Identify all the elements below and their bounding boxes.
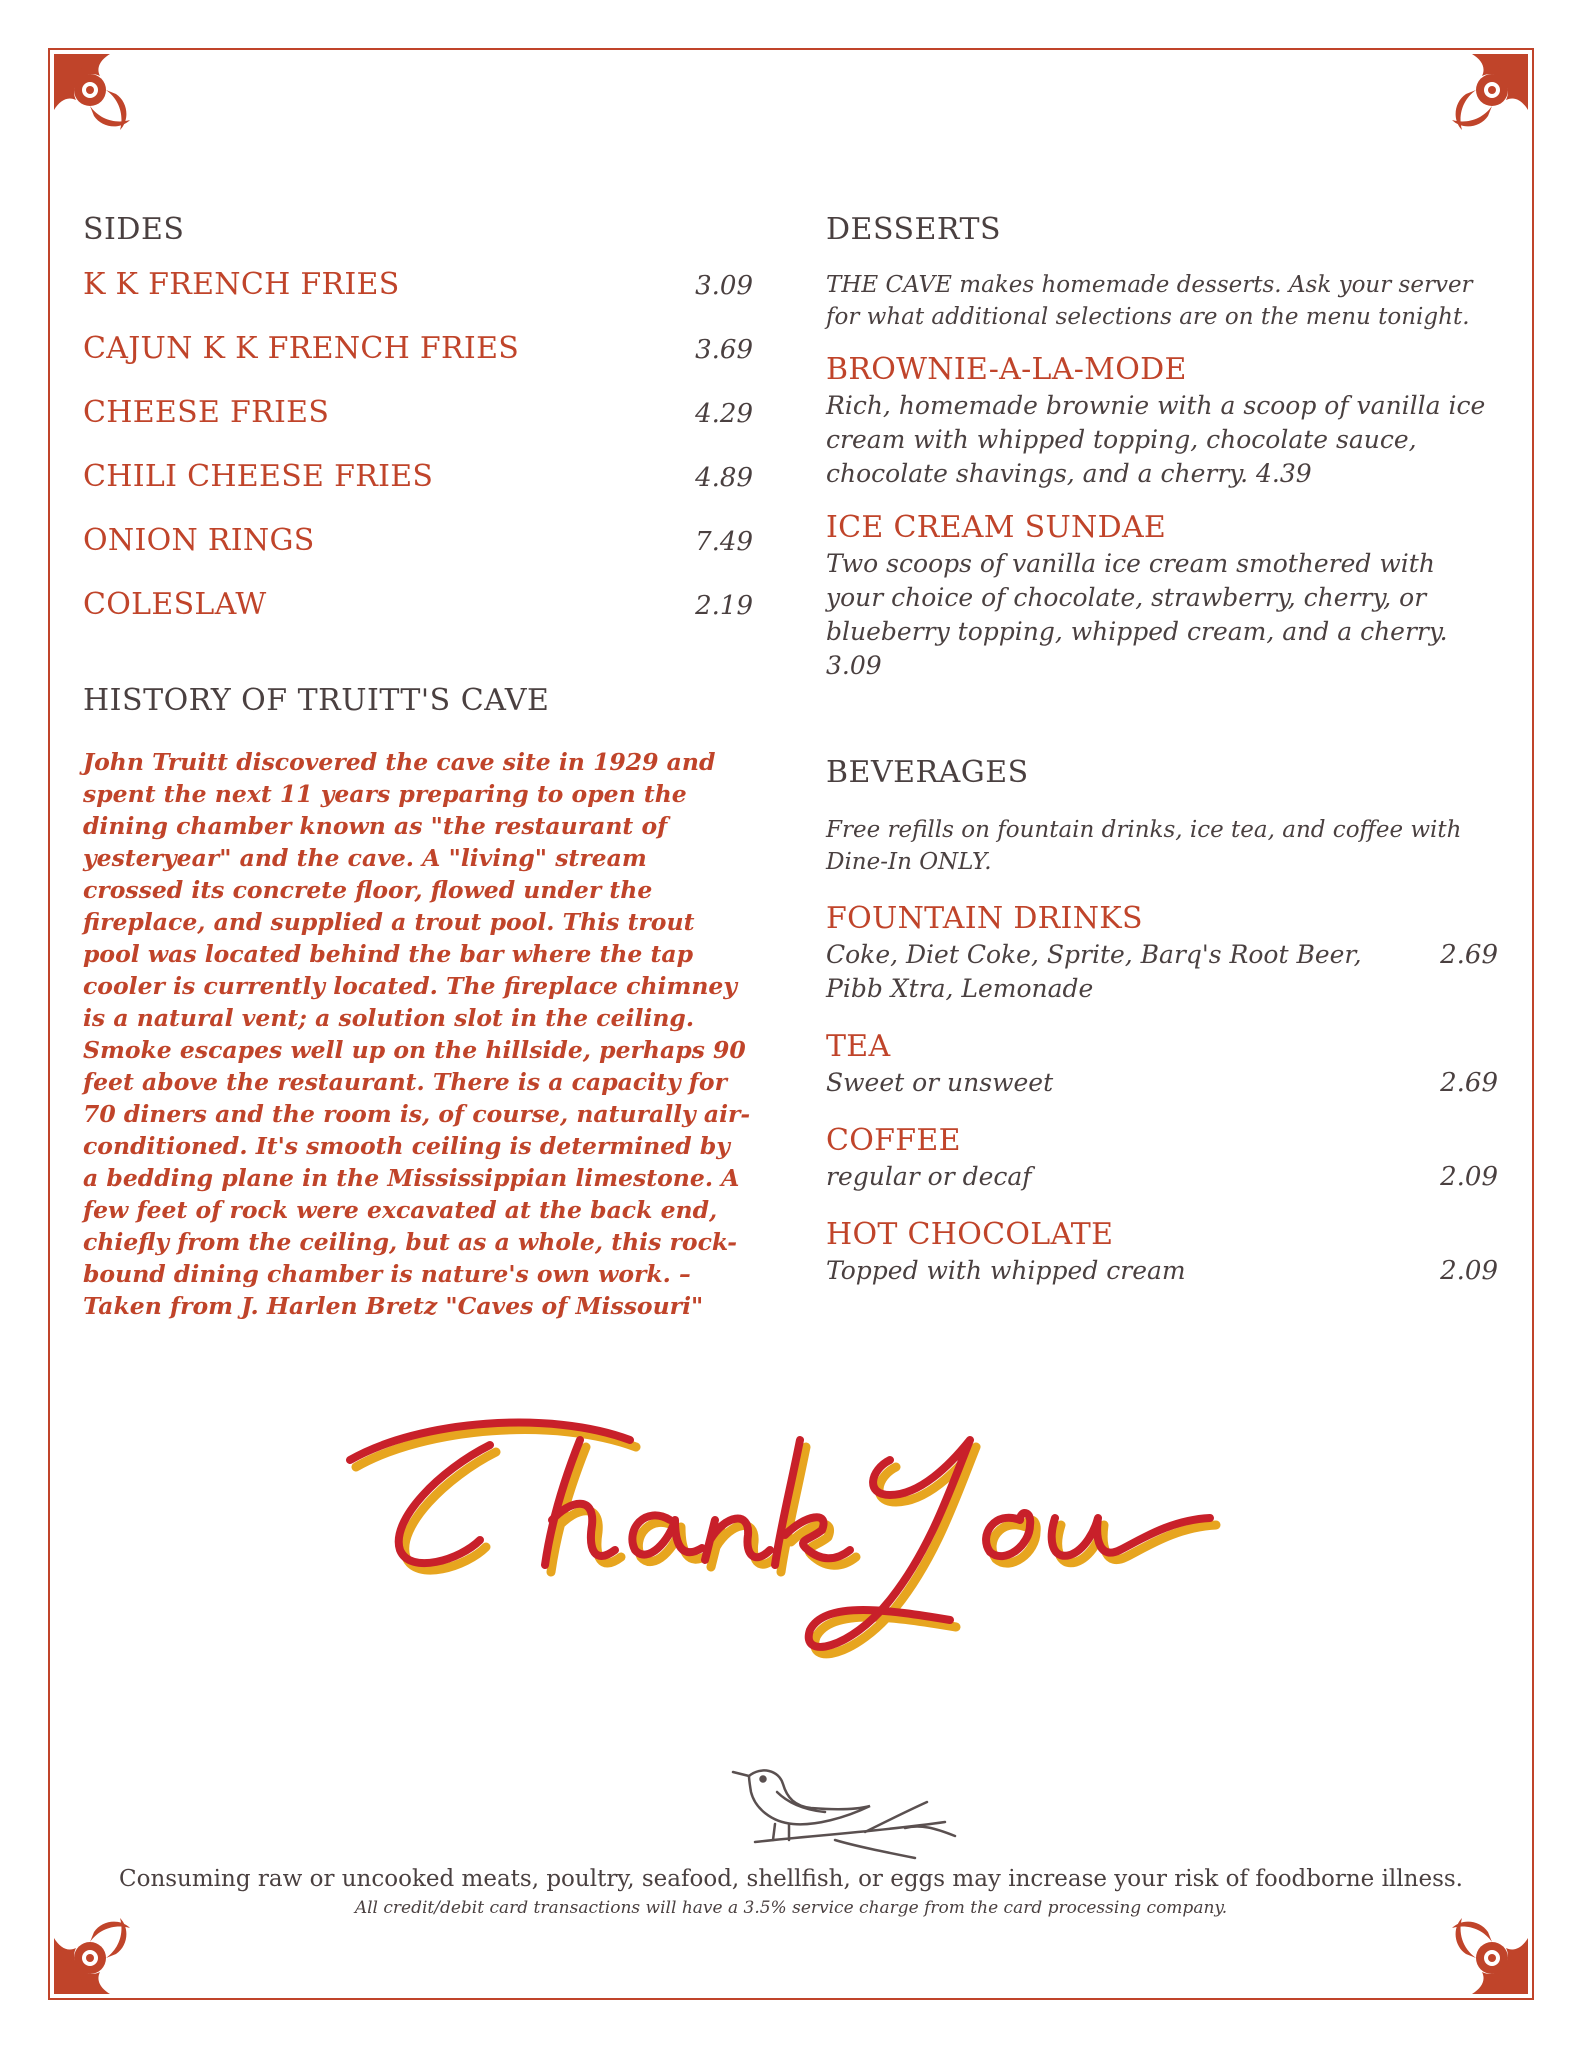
- item-price: 2.69: [1440, 940, 1498, 970]
- item-name: TEA: [826, 1029, 891, 1064]
- item-detail-row: [826, 1254, 1498, 1288]
- item-name: CHEESE FRIES: [83, 395, 330, 430]
- list-item: [826, 1216, 1498, 1288]
- corner-flourish-icon: [50, 50, 150, 150]
- item-price: 2.69: [1440, 1068, 1498, 1098]
- item-name: CHILI CHEESE FRIES: [83, 459, 434, 494]
- item-price: 2.19: [695, 591, 753, 621]
- corner-flourish-icon: [1432, 50, 1532, 150]
- desserts-intro: THE CAVE makes homemade desserts. Ask your server for what additional selections are on the menu tonight.: [826, 272, 1473, 330]
- item-detail-row: [826, 1160, 1498, 1194]
- sides-list: [83, 267, 753, 651]
- list-item: [826, 1028, 1498, 1100]
- card-charge-note: All credit/debit card transactions will have a 3.5% service charge from the card processing company.: [354, 1898, 1228, 1918]
- item-price: 7.49: [695, 527, 753, 557]
- history-heading: HISTORY OF TRUITT'S CAVE: [83, 683, 550, 718]
- beverages-intro: Free refills on fountain drinks, ice tea, and coffee with Dine-In ONLY.: [826, 817, 1462, 875]
- item-description: regular or decaf: [826, 1162, 1032, 1191]
- item-price: 4.29: [695, 399, 753, 429]
- list-item: [83, 459, 753, 523]
- item-name: CAJUN K K FRENCH FRIES: [83, 331, 520, 366]
- list-item: [826, 509, 1498, 683]
- list-item: [826, 1122, 1498, 1194]
- list-item: [83, 395, 753, 459]
- item-detail-row: [826, 938, 1498, 1006]
- item-detail-row: [826, 1066, 1498, 1100]
- item-price: 4.89: [695, 463, 753, 493]
- beverages-heading: BEVERAGES: [826, 755, 1029, 790]
- list-item: [83, 587, 753, 651]
- item-name: K K FRENCH FRIES: [83, 267, 400, 302]
- item-name: ONION RINGS: [83, 523, 315, 558]
- left-column: [83, 212, 753, 1322]
- item-description: Sweet or unsweet: [826, 1068, 1054, 1097]
- food-safety-warning: Consuming raw or uncooked meats, poultry, seafood, shellfish, or eggs may increase your risk of foodborne illness.: [119, 1866, 1463, 1892]
- bird-logo-icon: [715, 1762, 975, 1872]
- item-name: FOUNTAIN DRINKS: [826, 901, 1143, 936]
- right-column: [826, 212, 1498, 1288]
- list-item: [83, 267, 753, 331]
- item-description: Two scoops of vanilla ice cream smothered with your choice of chocolate, strawberry, cherry, or blueberry topping, whipped cream, and a cherry. 3.09: [826, 549, 1448, 680]
- item-price: 3.09: [695, 271, 753, 301]
- desserts-heading: DESSERTS: [826, 212, 1002, 247]
- list-item: [83, 523, 753, 587]
- item-description: Topped with whipped cream: [826, 1256, 1186, 1285]
- item-name: ICE CREAM SUNDAE: [826, 510, 1167, 545]
- thank-you-script: [330, 1400, 1230, 1710]
- history-text: John Truitt discovered the cave site in 1929 and spent the next 11 years preparing to open the dining chamber known as "the restaurant of yesteryear" and the cave. A "living" stream crossed its concrete floor, flowed under the fireplace, and supplied a trout pool. This trout pool was located behind the bar where the tap cooler is currently located. The fireplace chimney is a natural vent; a solution slot in the ceiling. Smoke escapes well up on the hillside, perhaps 90 feet above the restaurant. There is a capacity for 70 diners and the room is, of course, naturally air-conditioned. It's smooth ceiling is determined by a bedding plane in the Mississippian limestone. A few feet of rock were excavated at the back end, chiefly from the ceiling, but as a whole, this rock-bound dining chamber is nature's own work. – Taken from J. Harlen Bretz "Caves of Missouri": [83, 748, 751, 1320]
- item-name: COLESLAW: [83, 587, 267, 622]
- sides-heading: SIDES: [83, 212, 185, 247]
- list-item: [83, 331, 753, 395]
- item-name: COFFEE: [826, 1123, 961, 1158]
- item-description: Rich, homemade brownie with a scoop of vanilla ice cream with whipped topping, chocolate sauce, chocolate shavings, and a cherry. 4.39: [826, 391, 1486, 488]
- item-price: 2.09: [1440, 1162, 1498, 1192]
- item-name: HOT CHOCOLATE: [826, 1217, 1114, 1252]
- item-price: 3.69: [695, 335, 753, 365]
- item-name: BROWNIE-A-LA-MODE: [826, 352, 1187, 387]
- item-price: 2.09: [1440, 1256, 1498, 1286]
- item-description: Coke, Diet Coke, Sprite, Barq's Root Beer, Pibb Xtra, Lemonade: [826, 940, 1362, 1003]
- list-item: [826, 900, 1498, 1006]
- list-item: [826, 351, 1498, 491]
